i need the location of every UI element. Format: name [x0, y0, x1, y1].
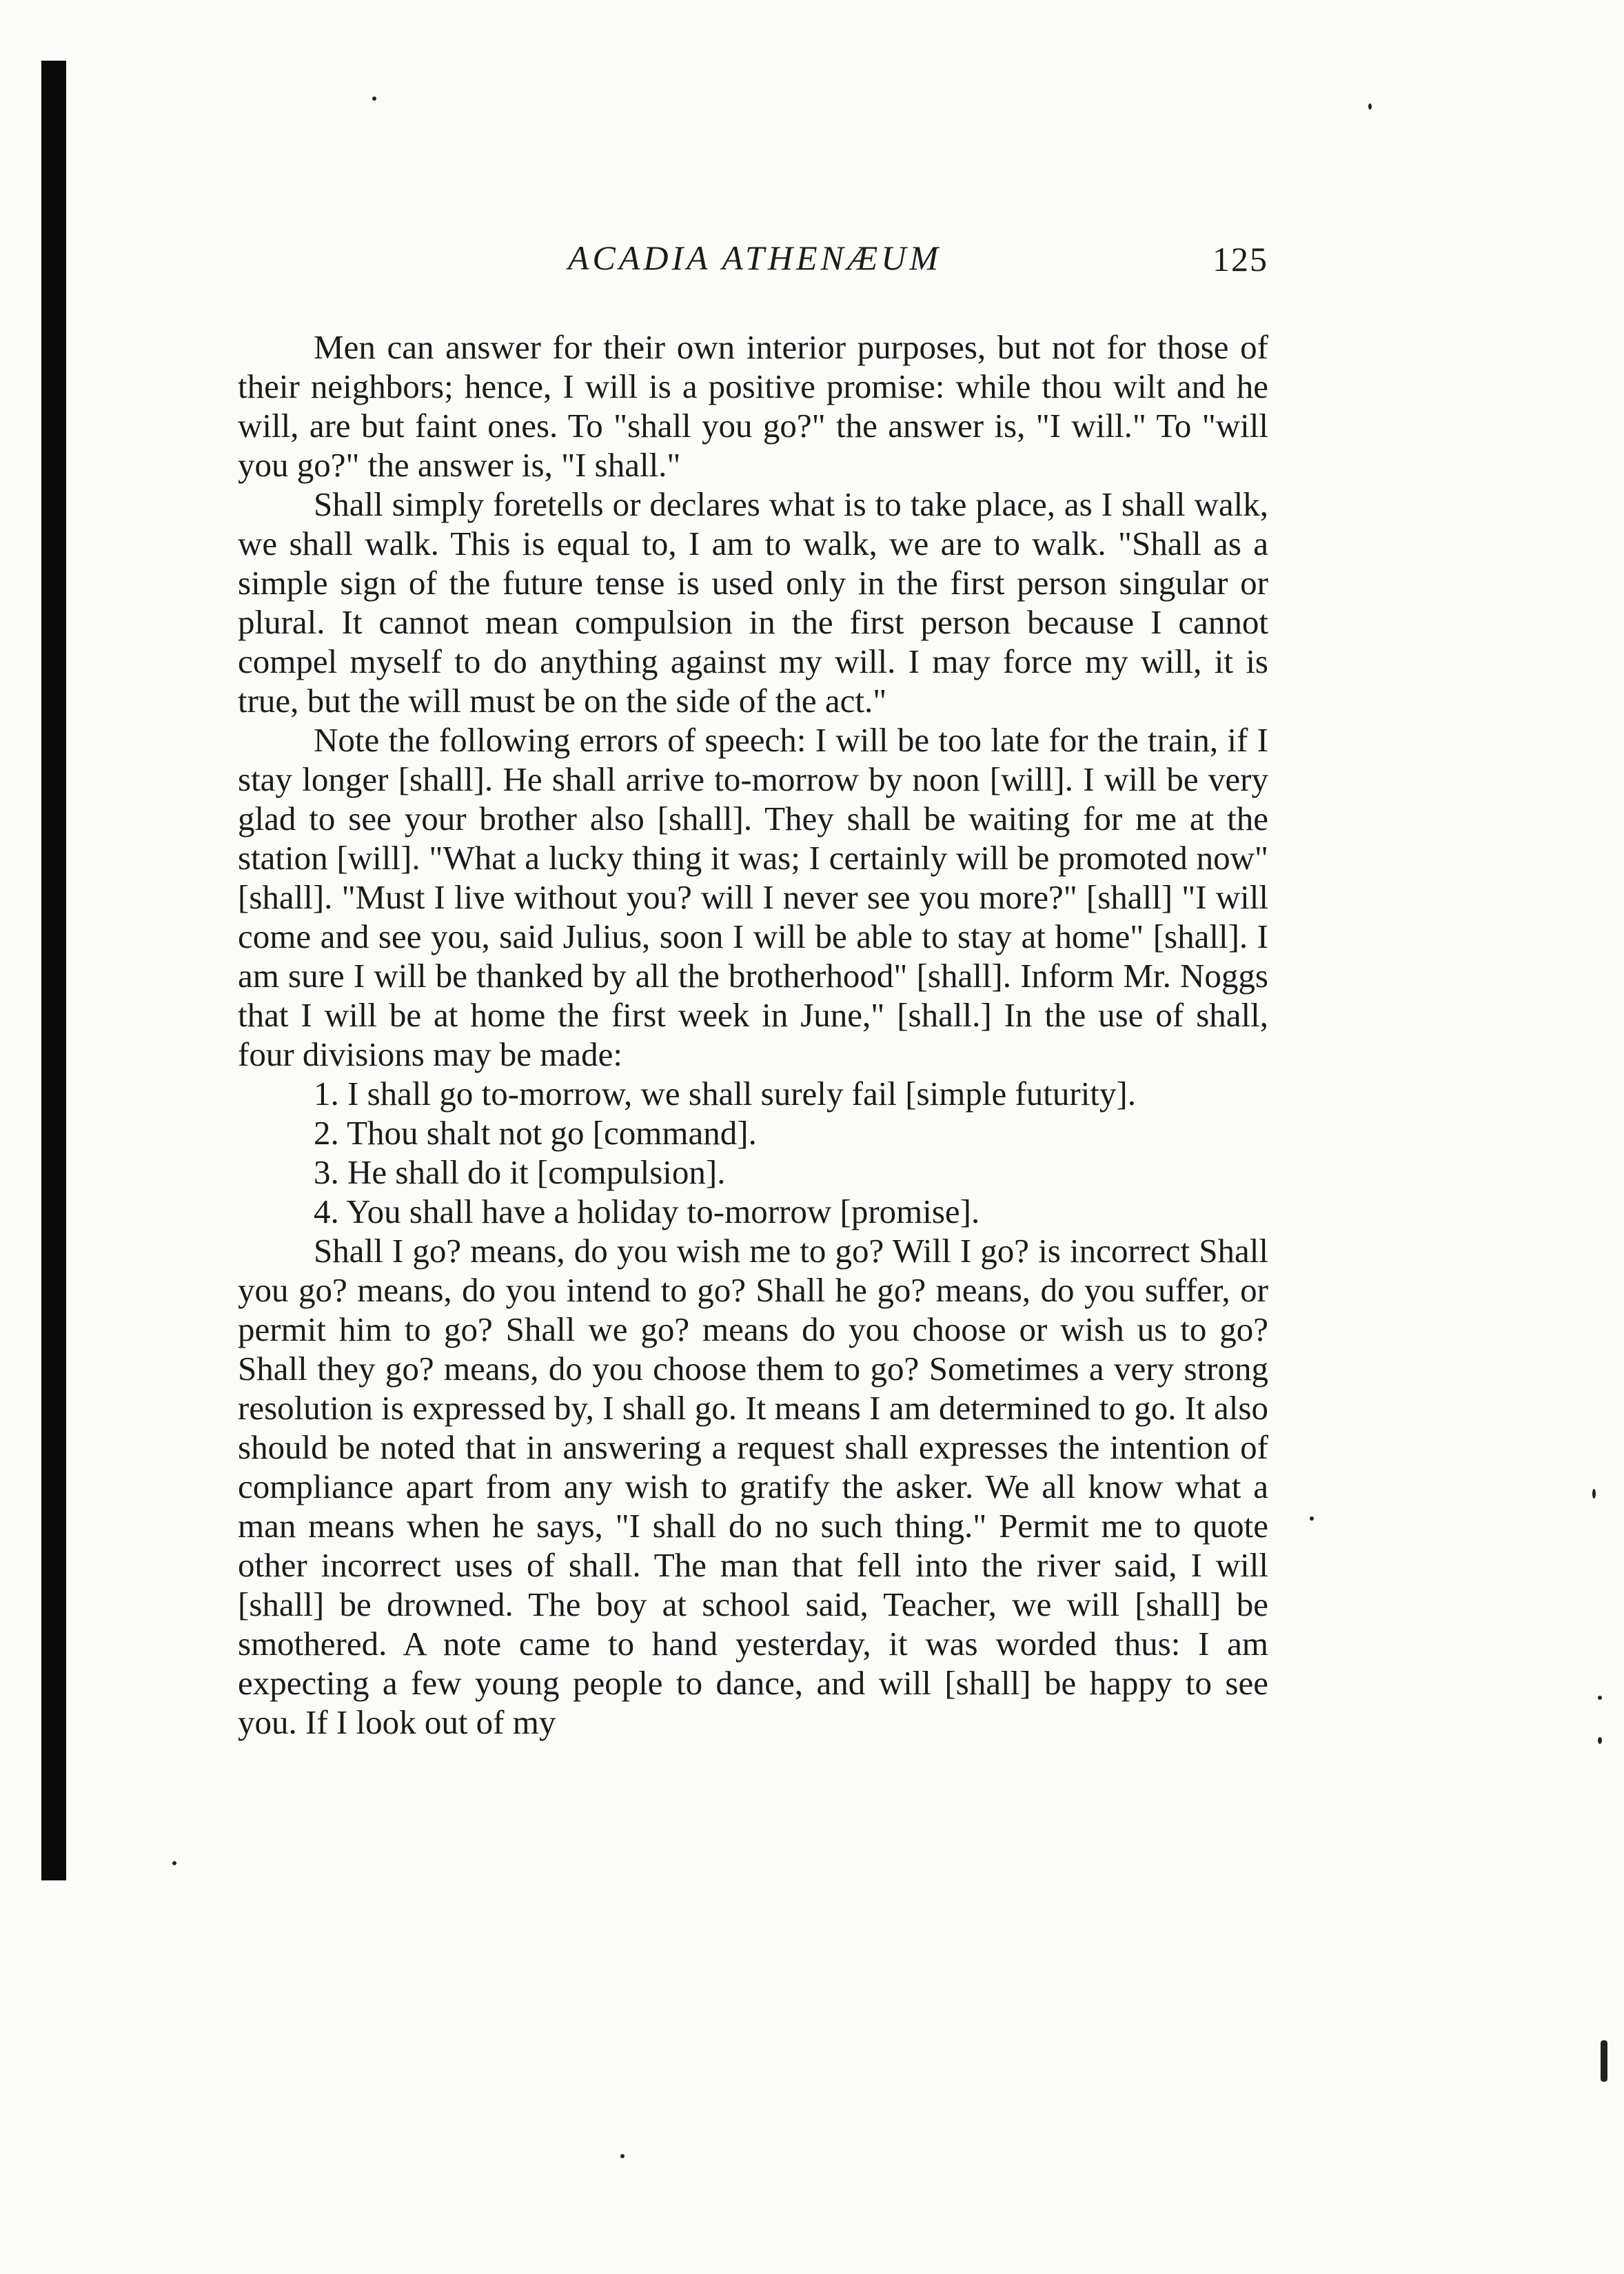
paragraph: Shall simply foretells or declares what is to take place, as I shall walk, we shall walk. This is equal to, I am to walk, we are to walk. "Shall as a simple sign of the future tense is used only in the first person singular or plural. It cannot mean compulsion in the first person because I cannot compel myself to do anything against my will. I may force my will, it is true, but the will must be on the side of the act."	[238, 485, 1268, 720]
list-item: 3. He shall do it [compulsion].	[314, 1153, 726, 1191]
scan-speck	[1598, 1737, 1602, 1744]
scan-speck	[1601, 2040, 1607, 2082]
paragraph: Men can answer for their own interior purposes, but not for those of their neighbors; hence, I will is a positive promise: while thou wilt and he will, are but faint ones. To "shall you go?" the answer is, "I will." To "will you go?" the answer is, "I shall."	[238, 328, 1268, 484]
list-item: 1. I shall go to-morrow, we shall surely fail [simple futurity].	[314, 1075, 1136, 1113]
scan-speck	[1592, 1489, 1596, 1499]
list-item: 4. You shall have a holiday to-morrow [promise].	[314, 1192, 980, 1230]
paragraph: Note the following errors of speech: I will be too late for the train, if I stay longer [shall]. He shall arrive to-morrow by noon [will]. I will be very glad to see your brother also [shall]. They shall be waiting for me at the station [will]. "What a lucky thing it was; I certainly will be promoted now" [shall]. "Must I live without you? will I never see you more?" [shall] "I will come and see you, said Julius, soon I will be able to stay at home" [shall]. I am sure I will be thanked by all the brotherhood" [shall]. Inform Mr. Noggs that I will be at home the first week in June," [shall.] In the use of shall, four divisions may be made:	[238, 721, 1268, 1073]
page-number: 125	[1212, 240, 1268, 278]
paragraph: Shall I go? means, do you wish me to go? Will I go? is incorrect Shall you go? means, do you intend to go? Shall he go? means, do you suffer, or permit him to go? Shall we go? means do you choose or wish us to go? Shall they go? means, do you choose them to go? Sometimes a very strong resolution is expressed by, I shall go. It means I am determined to go. It also should be noted that in answering a request shall expresses the intention of compliance apart from any wish to gratify the asker. We all know what a man means when he says, "I shall do no such thing." Permit me to quote other incorrect uses of shall. The man that fell into the river said, I will [shall] be drowned. The boy at school said, Teacher, we will [shall] be smothered. A note came to hand yesterday, it was worded thus: I am expecting a few young people to dance, and will [shall] be happy to see you. If I look out of my	[238, 1232, 1268, 1741]
running-header	[241, 238, 1268, 293]
running-title: ACADIA ATHENÆUM	[567, 238, 942, 277]
scan-speck	[620, 2154, 625, 2158]
book-spine-shadow	[41, 61, 66, 1880]
article-body	[238, 327, 1268, 1742]
scan-speck	[1598, 1696, 1602, 1700]
scan-speck	[172, 1861, 176, 1865]
scan-speck	[1310, 1516, 1314, 1521]
scan-speck	[372, 97, 376, 101]
scan-speck	[1368, 103, 1372, 110]
list-item: 2. Thou shalt not go [command].	[314, 1114, 757, 1152]
